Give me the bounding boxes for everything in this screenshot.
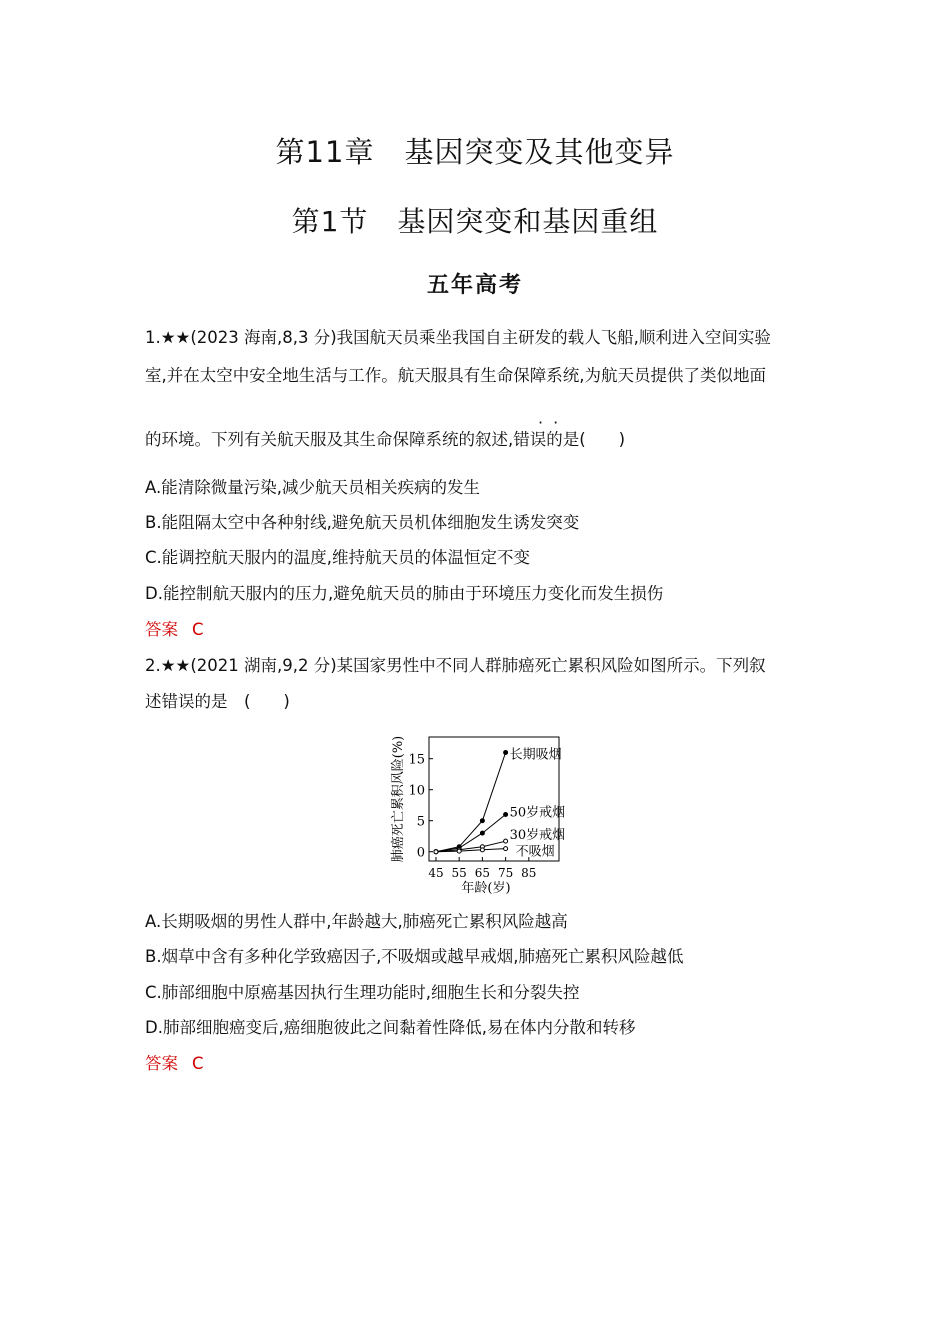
q1-answer-value: C — [192, 620, 204, 639]
x-tick-label: 55 — [451, 866, 467, 880]
series-label: 长期吸烟 — [509, 747, 562, 763]
q1-stem-line2: 室,并在太空中安全地生活与工作。航天服具有生命保障系统,为航天员提供了类似地面 — [145, 366, 766, 385]
x-axis-label: 年龄(岁) — [461, 881, 511, 896]
x-tick-label: 65 — [474, 866, 491, 880]
x-tick-label: 85 — [521, 866, 537, 880]
y-axis-label: 肺癌死亡累积风险(%) — [391, 735, 406, 863]
q1-option-c[interactable]: C.能调控航天服内的温度,维持航天员的体温恒定不变 — [145, 548, 531, 567]
x-tick-label: 75 — [497, 866, 514, 880]
series-label: 不吸烟 — [515, 844, 555, 860]
series-label: 30岁戒烟 — [509, 828, 566, 844]
q1-option-d[interactable]: D.能控制航天服内的压力,避免航天员的肺由于环境压力变化而发生损伤 — [145, 584, 664, 603]
data-point — [434, 850, 438, 854]
data-point — [480, 831, 484, 835]
q1-answer-label: 答案 — [145, 620, 178, 639]
q1-answer — [145, 618, 204, 642]
data-point — [504, 751, 508, 755]
q1-emphasis-marks: ·· — [538, 413, 569, 432]
q1-option-a[interactable]: A.能清除微量污染,减少航天员相关疾病的发生 — [145, 478, 480, 497]
series-line — [436, 753, 506, 852]
data-point — [480, 848, 484, 852]
data-point — [504, 847, 508, 851]
q2-answer-label: 答案 — [145, 1054, 178, 1073]
data-point — [504, 813, 508, 817]
q1-stem-line3: 的环境。下列有关航天服及其生命保障系统的叙述,错误的是( ) — [145, 430, 626, 449]
y-tick-label: 5 — [416, 814, 425, 830]
data-point — [480, 819, 484, 823]
q2-stem-line1: 2.★★(2021 湖南,9,2 分)某国家男性中不同人群肺癌死亡累积风险如图所示。下列叙 — [145, 656, 766, 675]
q2-answer — [145, 1052, 204, 1076]
y-tick-label: 15 — [408, 752, 425, 768]
series-label: 50岁戒烟 — [509, 805, 566, 821]
q2-stem-line2: 述错误的是 ( ) — [145, 692, 290, 711]
lung-cancer-risk-chart — [380, 718, 580, 900]
y-tick-label: 10 — [408, 783, 425, 799]
series-group — [434, 747, 565, 860]
q2-option-c[interactable]: C.肺部细胞中原癌基因执行生理功能时,细胞生长和分裂失控 — [145, 983, 580, 1002]
section-title: 第1节 基因突变和基因重组 — [291, 205, 659, 238]
q1-option-b[interactable]: B.能阻隔太空中各种射线,避免航天员机体细胞发生诱发突变 — [145, 513, 580, 532]
q2-option-a[interactable]: A.长期吸烟的男性人群中,年龄越大,肺癌死亡累积风险越高 — [145, 912, 568, 931]
data-point — [504, 839, 508, 843]
q1-stem-line1: 1.★★(2023 海南,8,3 分)我国航天员乘坐我国自主研发的载人飞船,顺利进入空间实验 — [145, 328, 771, 347]
data-point — [457, 849, 461, 853]
y-tick-label: 0 — [416, 845, 425, 861]
q2-answer-value: C — [192, 1054, 204, 1073]
part-title: 五年高考 — [426, 273, 523, 298]
q2-option-b[interactable]: B.烟草中含有多种化学致癌因子,不吸烟或越早戒烟,肺癌死亡累积风险越低 — [145, 947, 684, 966]
x-tick-label: 45 — [428, 866, 444, 880]
q2-option-d[interactable]: D.肺部细胞癌变后,癌细胞彼此之间黏着性降低,易在体内分散和转移 — [145, 1018, 636, 1037]
chapter-title: 第11章 基因突变及其他变异 — [275, 135, 675, 169]
